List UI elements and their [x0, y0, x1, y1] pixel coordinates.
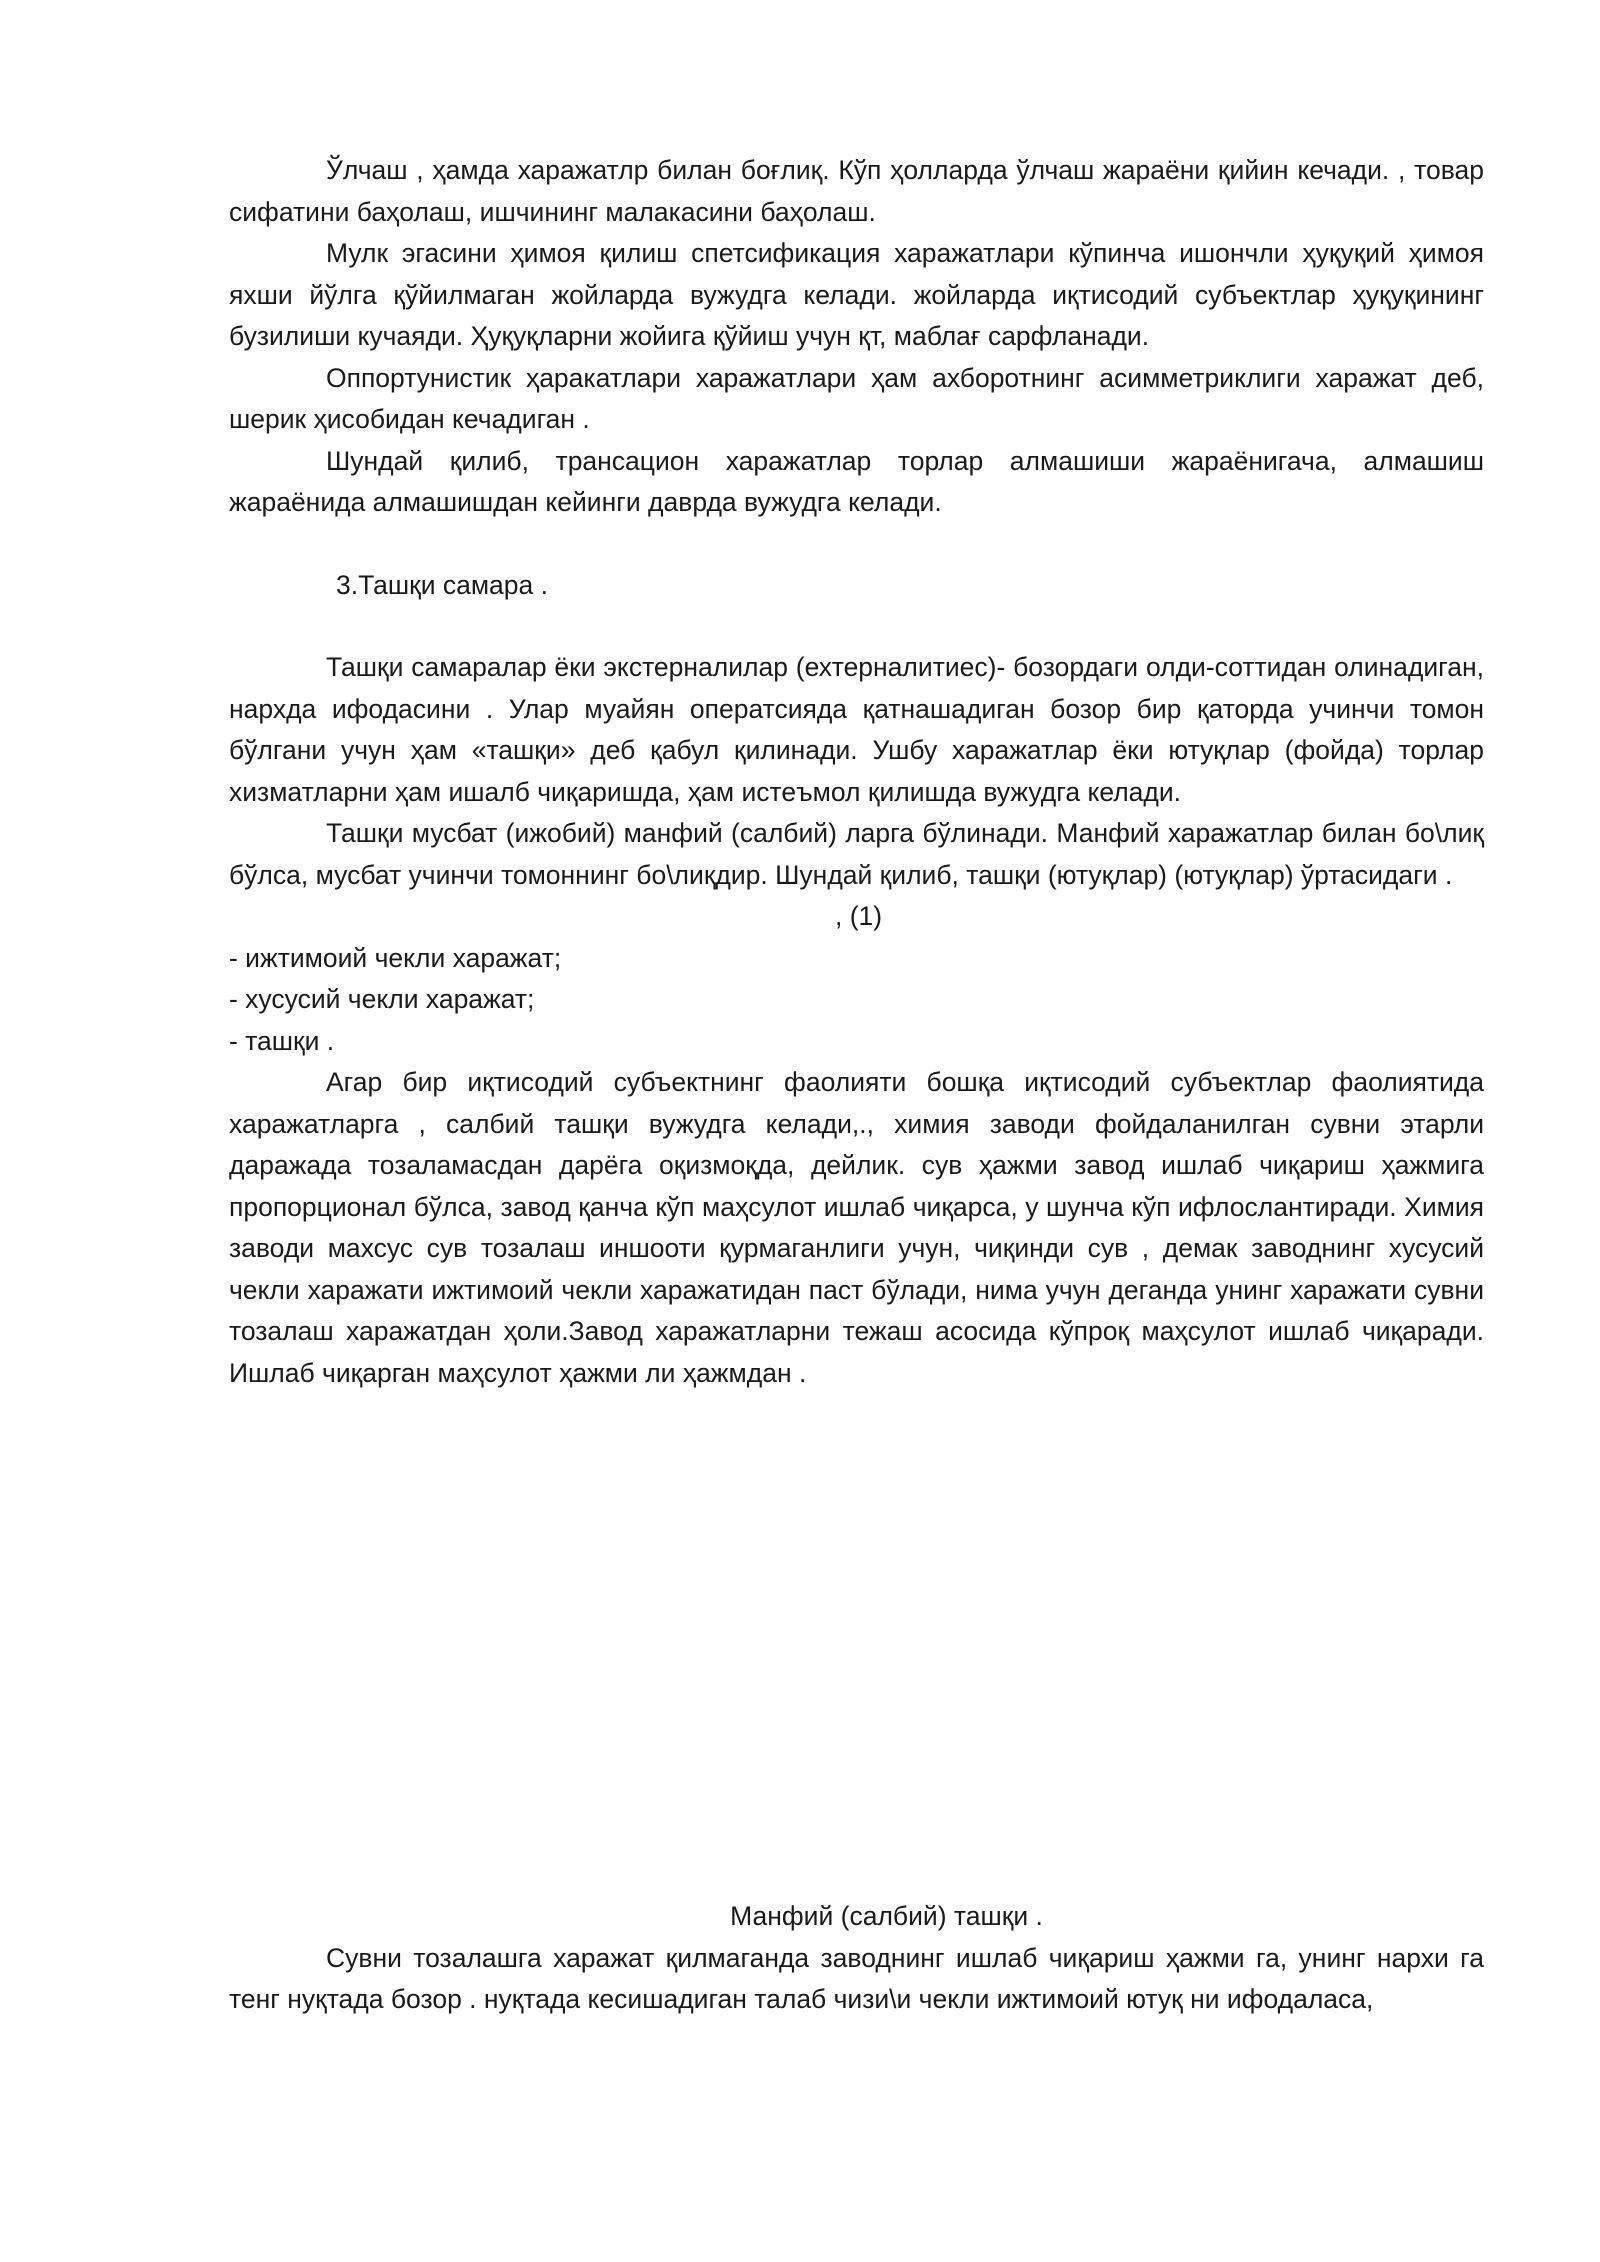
figure-caption: Манфий (салбий) ташқи .: [730, 1901, 1043, 1931]
list-item: - ижтимоий чекли харажат;: [229, 942, 562, 973]
paragraph-chemical-plant-example: Агар бир иқтисодий субъектнинг фаолияти бошқа иқтисодий субъектлар фаолиятида харажатларга , салбий ташқи вужудга келади,., химия заводи фойдаланилган сувни этарли даражада тозаламасдан дарёга оқизмоқда, дейлик. сув ҳажми завод ишлаб чиқариш ҳажмига пропорционал бўлса, завод қанча кўп маҳсулот ишлаб чиқарса, у шунча кўп ифлослантиради. Химия заводи махсус сув тозалаш иншооти қурмаганлиги учун, чиқинди сув , демак заводнинг хусусий чекли харажати ижтимоий чекли харажатидан паст бўлади, нима учун деганда унинг харажати сувни тозалаш харажатдан ҳоли.Завод харажатларни тежаш асосида кўпроқ маҳсулот ишлаб чиқаради. Ишлаб чиқарган маҳсулот ҳажми ли ҳажмдан .: [229, 1067, 1484, 1388]
document-page: [229, 150, 1484, 2021]
figure-area: [229, 1394, 1484, 1896]
paragraph-opportunistic: Оппортунистик ҳаракатлари харажатлари ҳам ахборотнинг асимметриклиги харажат деб, шерик ҳисобидан кечадиган .: [229, 362, 1484, 434]
list-item: - хусусий чекли харажат;: [229, 984, 535, 1014]
paragraph-market-equilibrium: Сувни тозалашга харажат қилмаганда заводнинг ишлаб чиқариш ҳажми га, унинг нархи га тенг нуқтада бозор . нуқтада кесишадиган талаб чизи\и чекли ижтимоий ютуқ ни ифодаласа,: [229, 1942, 1484, 2014]
paragraph-property-rights: Мулк эгасини ҳимоя қилиш спетсификация харажатлари кўпинча ишончли ҳуқуқий ҳимоя яхши йўлга қўйилмаган жойларда вужудга келади. жойларда иқтисодий субъектлар ҳуқуқининг бузилиши кучаяди. Ҳуқуқларни жойига қўйиш учун қт, маблағ сарфланади.: [229, 238, 1484, 351]
section-heading: 3.Ташқи самара .: [336, 569, 548, 600]
formula-label: , (1): [835, 901, 883, 931]
paragraph-externalities-definition: Ташқи самаралар ёки экстерналилар (ехтерналитиес)- бозордаги олди-соттидан олинадиган, нархда ифодасини . Улар муайян оператсияда қатнашадиган бозор бир қаторда учинчи томон бўлгани учун ҳам «ташқи» деб қабул қилинади. Ушбу харажатлар ёки ютуқлар (фойда) торлар хизматларни ҳам ишалб чиқаришда, ҳам истеъмол қилишда вужудга келади.: [229, 652, 1484, 807]
paragraph-externalities-types: Ташқи мусбат (ижобий) манфий (салбий) ларга бўлинади. Манфий харажатлар билан бо\лиқ бўлса, мусбат учинчи томоннинг бо\лиқдир. Шундай қилиб, ташқи (ютуқлар) (ютуқлар) ўртасидаги .: [229, 818, 1484, 890]
paragraph-measurement: Ўлчаш , ҳамда харажатлр билан боғлиқ. Кўп ҳолларда ўлчаш жараёни қийин кечади. , товар сифатини баҳолаш, ишчининг малакасини баҳолаш.: [229, 155, 1484, 227]
paragraph-transaction-summary: Шундай қилиб, трансацион харажатлар торлар алмашиши жараёнигача, алмашиш жараёнида алмашишдан кейинги даврда вужудга келади.: [229, 445, 1484, 517]
list-item: - ташқи .: [229, 1025, 335, 1056]
